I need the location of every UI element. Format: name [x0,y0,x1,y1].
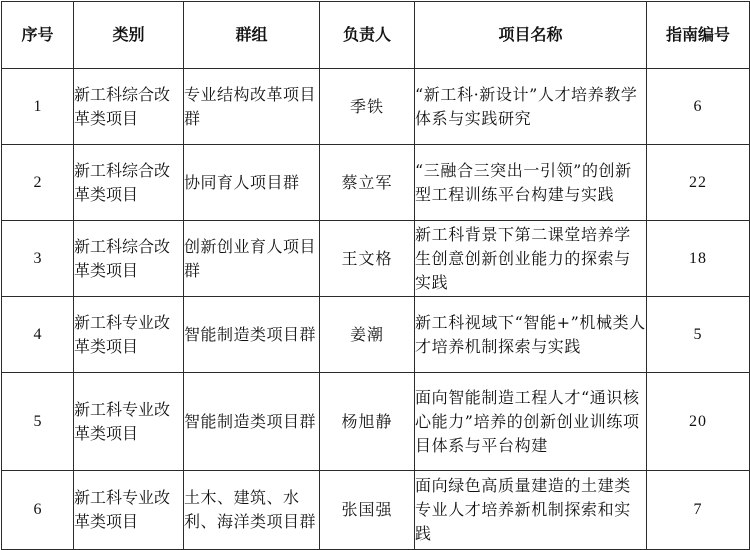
cell-index: 2 [2,145,74,221]
cell-project-name [415,221,647,297]
cell-index: 3 [2,221,74,297]
project-name-text: “三融合三突出一引领”的创新型工程训练平台构建与实践 [415,160,632,204]
cell-project-name [415,297,647,373]
cell-index: 4 [2,297,74,373]
group-text: 土木、建筑、水利、海洋类项目群 [184,488,317,531]
cell-category [74,221,184,297]
cell-owner: 杨旭静 [320,373,415,471]
project-name-text: 面向智能制造工程人才“通识核心能力”培养的创新创业训练项目体系与平台构建 [415,387,640,455]
cell-owner: 蔡立军 [320,145,415,221]
cell-project-name [415,69,647,145]
cell-guide-code: 5 [647,297,750,373]
project-name-text: 面向绿色高质量建造的土建类专业人才培养新机制探索和实践 [415,476,631,543]
category-text: 新工科综合改革类项目 [74,160,171,204]
table-row [2,297,750,373]
cell-group [184,373,320,471]
cell-guide-code: 20 [647,373,750,471]
group-text: 专业结构改革项目群 [184,84,317,128]
header-project-name: 项目名称 [415,2,647,69]
header-guide-code: 指南编号 [647,2,750,69]
category-text: 新工科专业改革类项目 [74,399,171,443]
header-group: 群组 [184,2,320,69]
cell-category [74,373,184,471]
cell-group [184,471,320,550]
group-text: 智能制造类项目群 [184,411,317,431]
cell-guide-code: 22 [647,145,750,221]
category-text: 新工科专业改革类项目 [74,488,171,531]
table-row [2,145,750,221]
cell-project-name [415,471,647,550]
cell-group [184,297,320,373]
category-text: 新工科综合改革类项目 [74,84,171,128]
group-text: 智能制造类项目群 [184,324,317,344]
table-header-row [2,2,750,69]
cell-category [74,471,184,550]
project-name-text: 新工科视域下“智能+”机械类人才培养机制探索与实践 [415,312,646,356]
group-text: 协同育人项目群 [184,172,300,192]
table-row [2,373,750,471]
table-row [2,471,750,550]
table-row [2,221,750,297]
cell-index: 1 [2,69,74,145]
cell-category [74,69,184,145]
cell-owner: 王文格 [320,221,415,297]
cell-guide-code: 7 [647,471,750,550]
group-text: 创新创业育人项目群 [184,236,317,280]
category-text: 新工科专业改革类项目 [74,312,171,356]
cell-owner: 季铁 [320,69,415,145]
cell-owner: 姜潮 [320,297,415,373]
cell-owner: 张国强 [320,471,415,550]
project-name-text: “新工科·新设计”人才培养教学体系与实践研究 [415,84,638,128]
header-owner: 负责人 [320,2,415,69]
cell-group [184,221,320,297]
cell-guide-code: 18 [647,221,750,297]
project-name-text: 新工科背景下第二课堂培养学生创意创新创业能力的探索与实践 [415,224,631,292]
cell-category [74,145,184,221]
cell-category [74,297,184,373]
project-table [1,1,750,550]
cell-index: 5 [2,373,74,471]
cell-project-name [415,145,647,221]
cell-group [184,69,320,145]
cell-index: 6 [2,471,74,550]
header-category: 类别 [74,2,184,69]
cell-project-name [415,373,647,471]
header-index: 序号 [2,2,74,69]
table-row [2,69,750,145]
category-text: 新工科综合改革类项目 [74,236,171,280]
cell-group [184,145,320,221]
cell-guide-code: 6 [647,69,750,145]
